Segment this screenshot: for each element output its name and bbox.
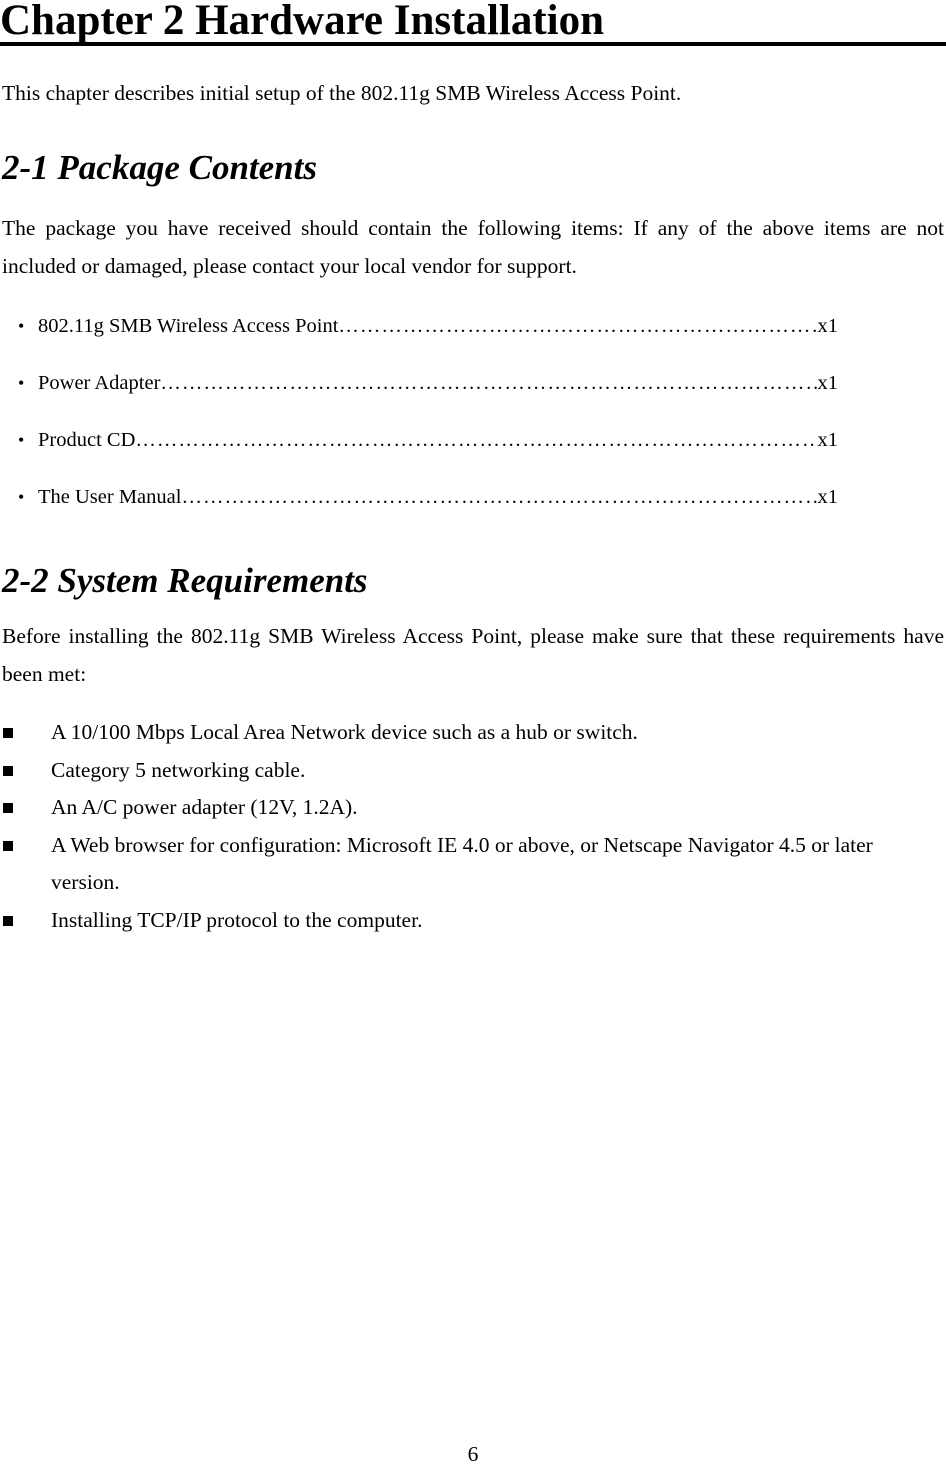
requirement-text: Installing TCP/IP protocol to the computer. bbox=[51, 907, 423, 932]
package-item-name: The User Manual bbox=[38, 486, 182, 508]
package-item-quantity: x1 bbox=[817, 486, 838, 508]
package-contents-paragraph: The package you have received should contain the following items: If any of the above items are not included or damaged, please contact your local vendor for support. bbox=[2, 216, 944, 278]
dot-leader bbox=[135, 426, 817, 454]
bullet-dot-icon: • bbox=[18, 430, 25, 450]
package-item-name: Product CD bbox=[38, 429, 136, 451]
requirement-item bbox=[0, 902, 946, 940]
square-bullet-icon bbox=[3, 728, 13, 738]
page-number: 6 bbox=[467, 1442, 479, 1466]
requirement-text: Category 5 networking cable. bbox=[51, 757, 306, 782]
dot-leader bbox=[181, 483, 817, 511]
system-requirements-paragraph: Before installing the 802.11g SMB Wireless Access Point, please make sure that these requirements have been met: bbox=[2, 624, 944, 686]
square-bullet-icon bbox=[3, 841, 13, 851]
requirement-text: A 10/100 Mbps Local Area Network device such as a hub or switch. bbox=[51, 720, 638, 744]
chapter-title: Chapter 2 Hardware Installation bbox=[0, 0, 946, 46]
dot-leader bbox=[160, 369, 817, 397]
bullet-dot-icon: • bbox=[18, 316, 25, 336]
package-item-quantity: x1 bbox=[817, 429, 838, 451]
package-item-quantity: x1 bbox=[817, 315, 838, 337]
requirement-item bbox=[0, 714, 946, 752]
package-item-name: 802.11g SMB Wireless Access Point bbox=[38, 315, 339, 337]
dot-leader bbox=[338, 312, 817, 340]
section-heading-system-requirements: 2-2 System Requirements bbox=[2, 561, 368, 600]
square-bullet-icon bbox=[3, 916, 13, 926]
requirement-text: A Web browser for configuration: Microsoft IE 4.0 or above, or Netscape Navigator 4.5 or later version. bbox=[51, 832, 873, 894]
requirement-item bbox=[0, 752, 946, 790]
package-item-quantity: x1 bbox=[817, 372, 838, 394]
section-heading-package-contents: 2-1 Package Contents bbox=[2, 148, 317, 187]
chapter-intro: This chapter describes initial setup of the 802.11g SMB Wireless Access Point. bbox=[2, 81, 682, 105]
square-bullet-icon bbox=[3, 766, 13, 776]
requirements-list bbox=[0, 714, 946, 939]
requirement-text: An A/C power adapter (12V, 1.2A). bbox=[51, 795, 358, 819]
package-item-name: Power Adapter bbox=[38, 372, 161, 394]
bullet-dot-icon: • bbox=[18, 487, 25, 507]
requirement-item bbox=[0, 827, 946, 902]
square-bullet-icon bbox=[3, 803, 13, 813]
bullet-dot-icon: • bbox=[18, 373, 25, 393]
requirement-item bbox=[0, 789, 946, 827]
